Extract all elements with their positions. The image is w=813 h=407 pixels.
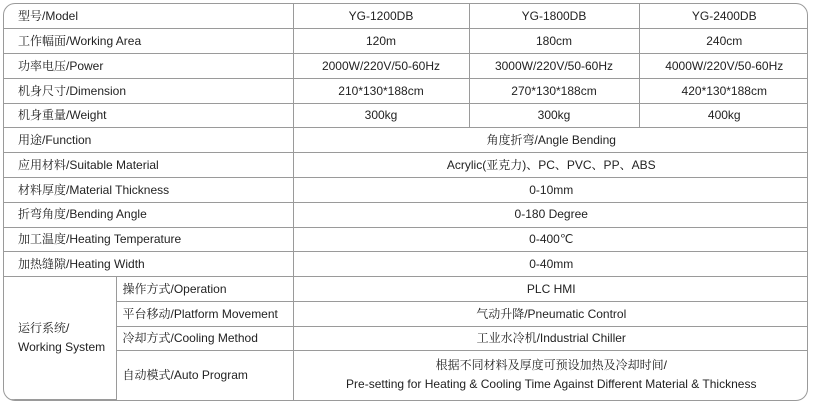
row-label-model: 型号/Model (4, 4, 293, 29)
row-label-weight: 机身重量/Weight (4, 103, 293, 128)
table-cell: 210*130*188cm (293, 78, 469, 103)
table-row-working-area (4, 29, 808, 54)
table-cell: 2000W/220V/50-60Hz (293, 54, 469, 79)
row-label-heating-temperature: 加工温度/Heating Temperature (4, 227, 293, 252)
table-cell: 180cm (469, 29, 639, 54)
table-cell: 角度折弯/Angle Bending (293, 128, 808, 153)
table-row-dimension (4, 78, 808, 103)
row-label-working-area: 工作幅面/Working Area (4, 29, 293, 54)
table-cell: Acrylic(亚克力)、PC、PVC、PP、ABS (293, 153, 808, 178)
table-row-material (4, 153, 808, 178)
table-cell: 400kg (639, 103, 808, 128)
auto-program-value-en: Pre-setting for Heating & Cooling Time Against Different Material & Thickness (346, 377, 757, 392)
row-label-bending-angle: 折弯角度/Bending Angle (4, 202, 293, 227)
table-cell: 270*130*188cm (469, 78, 639, 103)
table-row-cooling-method (4, 326, 808, 351)
table-cell: 4000W/220V/50-60Hz (639, 54, 808, 79)
row-label-heating-width: 加热缝隙/Heating Width (4, 252, 293, 277)
table-cell: 气动升降/Pneumatic Control (293, 301, 808, 326)
table-row-auto-program (4, 351, 808, 400)
row-label-material: 应用材料/Suitable Material (4, 153, 293, 178)
table-row-thickness (4, 177, 808, 202)
table-cell: 0-10mm (293, 177, 808, 202)
table-cell: 工业水冷机/Industrial Chiller (293, 326, 808, 351)
table-cell: PLC HMI (293, 277, 808, 302)
table-cell: 300kg (293, 103, 469, 128)
table-cell: 0-400℃ (293, 227, 808, 252)
auto-program-value-cn: 根据不同材料及厚度可预设加热及冷却时间/ (435, 358, 667, 373)
table-row-bending-angle (4, 202, 808, 227)
row-label-auto-program: 自动模式/Auto Program (116, 351, 293, 400)
table-row-weight (4, 103, 808, 128)
row-label-power: 功率电压/Power (4, 54, 293, 79)
table-cell (293, 351, 808, 400)
table-row-function (4, 128, 808, 153)
model-1800db: YG-1800DB (469, 4, 639, 29)
row-label-operation: 操作方式/Operation (116, 277, 293, 302)
row-label-thickness: 材料厚度/Material Thickness (4, 177, 293, 202)
table-row-heating-width (4, 252, 808, 277)
table-cell: 240cm (639, 29, 808, 54)
table-row-power (4, 54, 808, 79)
model-1200db: YG-1200DB (293, 4, 469, 29)
table-row-model (4, 4, 808, 29)
row-label-dimension: 机身尺寸/Dimension (4, 78, 293, 103)
table-row-platform-movement (4, 301, 808, 326)
table-row-heating-temperature (4, 227, 808, 252)
working-system-label (4, 277, 116, 400)
table-row-operation (4, 277, 808, 302)
working-system-label-cn: 运行系统/ (18, 320, 70, 335)
spec-table-frame (3, 3, 808, 401)
model-2400db: YG-2400DB (639, 4, 808, 29)
row-label-function: 用途/Function (4, 128, 293, 153)
spec-table (4, 4, 808, 400)
table-cell: 420*130*188cm (639, 78, 808, 103)
table-cell: 0-40mm (293, 252, 808, 277)
row-label-platform-movement: 平台移动/Platform Movement (116, 301, 293, 326)
table-cell: 0-180 Degree (293, 202, 808, 227)
table-cell: 120m (293, 29, 469, 54)
row-label-cooling-method: 冷却方式/Cooling Method (116, 326, 293, 351)
working-system-label-en: Working System (18, 340, 106, 355)
table-cell: 300kg (469, 103, 639, 128)
table-cell: 3000W/220V/50-60Hz (469, 54, 639, 79)
